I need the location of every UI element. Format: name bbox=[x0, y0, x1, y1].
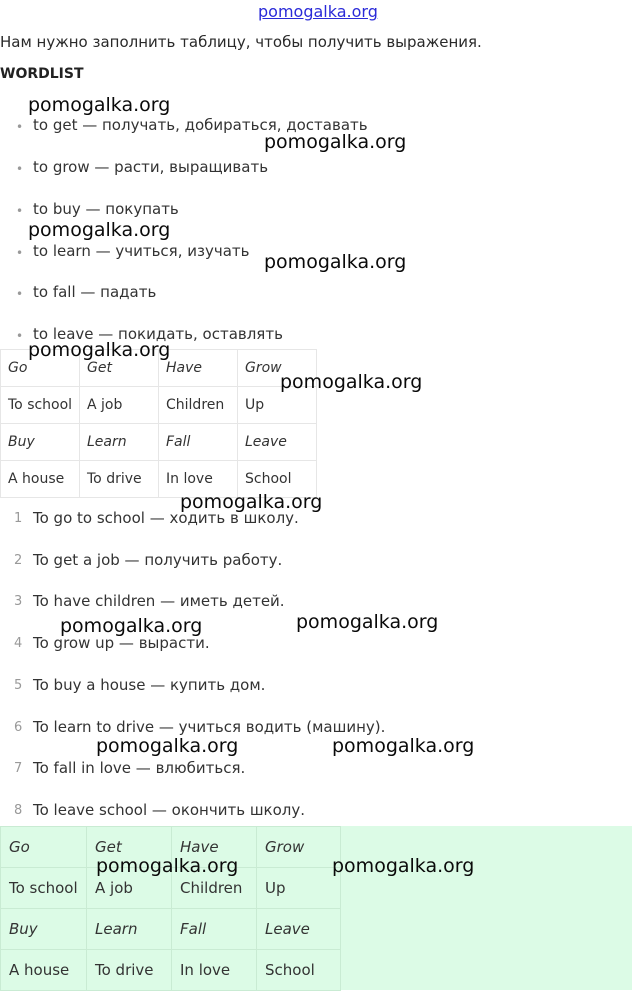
item-number: 8 bbox=[14, 803, 23, 818]
table-row bbox=[1, 950, 341, 991]
table-cell: Fall bbox=[172, 909, 257, 950]
table-cell: In love bbox=[159, 461, 238, 498]
watermark: pomogalka.org bbox=[180, 491, 323, 513]
table-cell: Buy bbox=[1, 909, 87, 950]
table-cell: Get bbox=[87, 827, 172, 868]
wordlist-text: to grow — расти, выращивать bbox=[33, 158, 269, 176]
table-cell: Grow bbox=[238, 350, 317, 387]
item-number: 4 bbox=[14, 636, 23, 651]
table-cell: A job bbox=[87, 868, 172, 909]
table-cell: Grow bbox=[257, 827, 341, 868]
table-cell: In love bbox=[172, 950, 257, 991]
item-number: 2 bbox=[14, 553, 23, 568]
table-cell: Children bbox=[159, 387, 238, 424]
table-cell: Leave bbox=[238, 424, 317, 461]
table-cell: School bbox=[238, 461, 317, 498]
wordlist-text: to fall — падать bbox=[33, 283, 157, 301]
watermark: pomogalka.org bbox=[28, 94, 171, 116]
wordlist-text: to leave — покидать, оставлять bbox=[33, 325, 283, 343]
table-cell: Have bbox=[159, 350, 238, 387]
watermark: pomogalka.org bbox=[264, 131, 407, 153]
table-cell: To drive bbox=[87, 950, 172, 991]
table-cell: Fall bbox=[159, 424, 238, 461]
site-link[interactable]: pomogalka.org bbox=[258, 2, 378, 21]
bullet-icon: • bbox=[16, 120, 24, 134]
answer-text: To buy a house — купить дом. bbox=[33, 676, 266, 694]
watermark: pomogalka.org bbox=[28, 219, 171, 241]
item-number: 1 bbox=[14, 511, 23, 526]
answer-table bbox=[0, 826, 341, 991]
table-cell: Leave bbox=[257, 909, 341, 950]
answer-text: To grow up — вырасти. bbox=[33, 634, 210, 652]
watermark: pomogalka.org bbox=[264, 251, 407, 273]
table-cell: Learn bbox=[87, 909, 172, 950]
table-cell: A house bbox=[1, 461, 80, 498]
wordlist-text: to buy — покупать bbox=[33, 200, 179, 218]
bullet-icon: • bbox=[16, 246, 24, 260]
intro-text: Нам нужно заполнить таблицу, чтобы получить выражения. bbox=[0, 33, 482, 51]
watermark: pomogalka.org bbox=[332, 735, 475, 757]
table-cell: School bbox=[257, 950, 341, 991]
watermark: pomogalka.org bbox=[96, 855, 239, 877]
answer-text: To have children — иметь детей. bbox=[33, 592, 285, 610]
phrase-table bbox=[0, 349, 317, 498]
watermark: pomogalka.org bbox=[296, 611, 439, 633]
watermark: pomogalka.org bbox=[96, 735, 239, 757]
table-row bbox=[1, 424, 317, 461]
item-number: 5 bbox=[14, 678, 23, 693]
item-number: 7 bbox=[14, 761, 23, 776]
table-cell: Have bbox=[172, 827, 257, 868]
wordlist-heading: WORDLIST bbox=[0, 66, 84, 82]
answer-text: To fall in love — влюбиться. bbox=[33, 759, 246, 777]
table-cell: Get bbox=[80, 350, 159, 387]
wordlist-text: to get — получать, добираться, доставать bbox=[33, 116, 368, 134]
answer-text: To leave school — окончить школу. bbox=[33, 801, 306, 819]
table-cell: Go bbox=[1, 827, 87, 868]
table-cell: To school bbox=[1, 868, 87, 909]
table-row bbox=[1, 909, 341, 950]
bullet-icon: • bbox=[16, 204, 24, 218]
table-cell: Up bbox=[238, 387, 317, 424]
answer-text: To go to school — ходить в школу. bbox=[33, 509, 299, 527]
answer-text: To get a job — получить работу. bbox=[33, 551, 283, 569]
table-cell: A house bbox=[1, 950, 87, 991]
watermark: pomogalka.org bbox=[280, 371, 423, 393]
table-cell: To drive bbox=[80, 461, 159, 498]
bullet-icon: • bbox=[16, 162, 24, 176]
table-cell: To school bbox=[1, 387, 80, 424]
item-number: 6 bbox=[14, 720, 23, 735]
item-number: 3 bbox=[14, 594, 23, 609]
answer-text: To learn to drive — учиться водить (машину). bbox=[33, 718, 386, 736]
bullet-icon: • bbox=[16, 287, 24, 301]
table-cell: Learn bbox=[80, 424, 159, 461]
watermark: pomogalka.org bbox=[332, 855, 475, 877]
watermark: pomogalka.org bbox=[28, 339, 171, 361]
bullet-icon: • bbox=[16, 329, 24, 343]
table-cell: Go bbox=[1, 350, 80, 387]
table-row bbox=[1, 387, 317, 424]
table-cell: Buy bbox=[1, 424, 80, 461]
table-cell: Children bbox=[172, 868, 257, 909]
wordlist-text: to learn — учиться, изучать bbox=[33, 242, 250, 260]
watermark: pomogalka.org bbox=[60, 615, 203, 637]
table-cell: Up bbox=[257, 868, 341, 909]
table-cell: A job bbox=[80, 387, 159, 424]
